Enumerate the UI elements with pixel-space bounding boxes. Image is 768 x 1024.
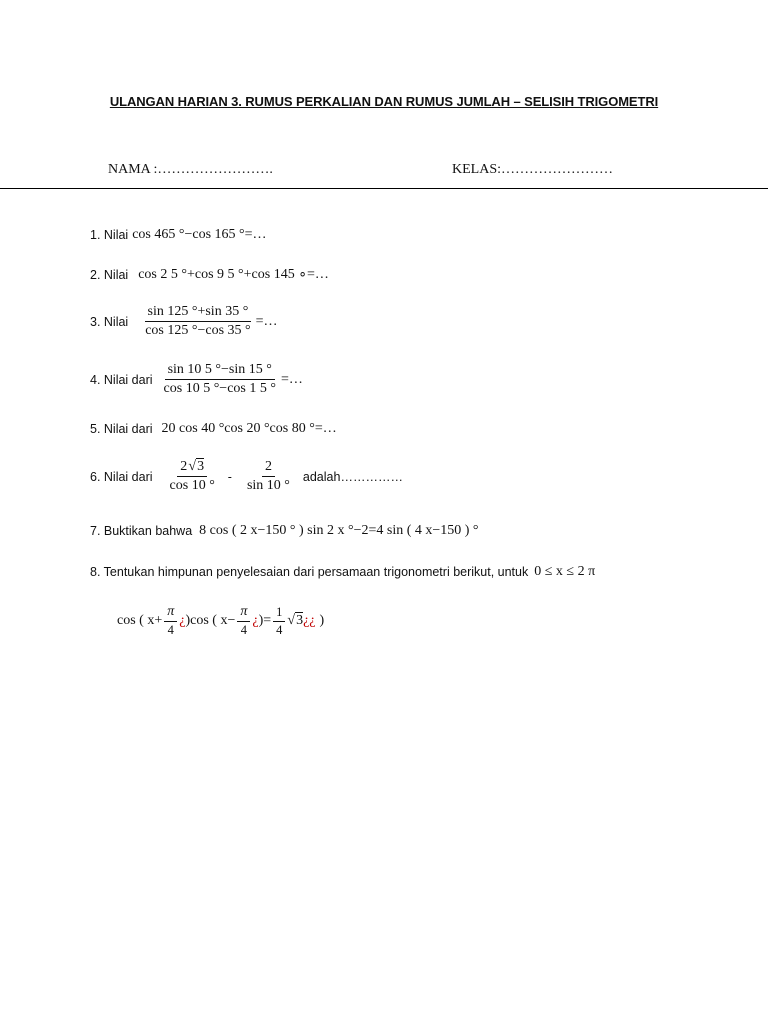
question-6-fraction-1: $\frac{2 √3}{\cos 10 ^\circ}$: [167, 459, 218, 494]
question-3-tail: =…: [255, 313, 278, 329]
question-5-expression: 20 cos 40 °cos 20 °cos 80 °=…: [161, 421, 337, 436]
question-3-denominator: cos 125 °−cos 35 °: [145, 323, 251, 338]
question-6-frac1-radicand: 3: [197, 459, 205, 474]
question-6-frac2-numerator: 2: [262, 459, 275, 477]
header-divider: [0, 188, 768, 189]
question-5: [90, 421, 337, 437]
question-8: [90, 564, 595, 580]
question-8-eq-part3: )=: [258, 613, 272, 628]
question-8-qmark-a: ¿: [179, 613, 186, 628]
question-6-fraction-2: [244, 459, 293, 494]
question-2-expression: cos 2 5 °+cos 9 5 °+cos 145 ∘=…: [138, 267, 329, 282]
question-6-frac2-denominator: sin 10 °: [246, 478, 290, 493]
question-8-four-c: 4: [276, 622, 283, 637]
question-1: [90, 227, 267, 243]
question-7-label: 7. Buktikan bahwa: [90, 524, 193, 538]
question-8-range: 0 ≤ x ≤ 2 π: [534, 564, 596, 579]
question-8-equation: cos ( x+ $\frac{\pi}{4}$ ¿ )cos ( x− $\frac{\pi}{4}$ ¿ )= $\frac{1}{4}$ √3 ¿¿ ): [117, 604, 325, 637]
question-8-pi-a: π: [164, 604, 177, 622]
question-5-label: 5. Nilai dari: [90, 422, 153, 436]
question-8-pi-b: π: [237, 604, 250, 622]
question-1-label: 1. Nilai: [90, 228, 129, 242]
question-6-minus: -: [227, 469, 232, 484]
question-8-one: 1: [273, 605, 285, 622]
question-8-eq-part1: cos ( x+: [117, 613, 163, 628]
kelas-field: KELAS:……………………: [452, 162, 613, 177]
question-6-tail: adalah……………: [302, 469, 403, 484]
page-title: ULANGAN HARIAN 3. RUMUS PERKALIAN DAN RUMUS JUMLAH – SELISIH TRIGOMETRI: [109, 94, 659, 109]
question-4: [90, 362, 303, 397]
question-3-numerator: sin 125 °+sin 35 °: [145, 304, 252, 322]
question-4-label: 4. Nilai dari: [90, 372, 153, 387]
question-3: [90, 304, 278, 339]
question-3-label: 3. Nilai: [90, 314, 129, 329]
question-6-frac1-coefficient: 2: [180, 459, 188, 474]
question-6-label: 6. Nilai dari: [90, 469, 153, 484]
question-8-four-a: 4: [167, 623, 174, 637]
question-6-frac1-denominator: cos 10 °: [169, 478, 215, 493]
nama-field: NAMA :…………………….: [108, 162, 273, 177]
question-8-close-paren: ): [319, 613, 325, 628]
question-8-qmark-b: ¿: [252, 613, 259, 628]
question-4-denominator: cos 10 5 °−cos 1 5 °: [163, 381, 276, 396]
question-8-four-b: 4: [240, 623, 247, 637]
question-8-pi-over-4-a: [164, 604, 177, 638]
question-8-pi-over-4-b: [237, 604, 250, 638]
question-8-one-quarter: [273, 605, 285, 638]
question-7: [90, 523, 479, 539]
question-2-label: 2. Nilai: [90, 267, 129, 282]
question-8-eq-part2: )cos ( x−: [185, 613, 236, 628]
question-7-expression: 8 cos ( 2 x−150 ° ) sin 2 x °−2=4 sin ( 4 x−150 ) °: [199, 523, 479, 538]
question-4-fraction: [161, 362, 279, 397]
question-8-qmarks: ¿¿: [303, 613, 316, 628]
question-3-fraction: [142, 304, 253, 339]
question-8-radicand: 3: [296, 613, 304, 628]
question-2: [90, 266, 329, 283]
question-6: [90, 459, 403, 494]
question-8-label: 8. Tentukan himpunan penyelesaian dari persamaan trigonometri berikut, untuk: [90, 565, 529, 579]
question-4-tail: =…: [280, 371, 303, 387]
question-4-numerator: sin 10 5 °−sin 15 °: [165, 362, 275, 380]
question-1-expression: cos 465 °−cos 165 °=…: [132, 227, 267, 242]
